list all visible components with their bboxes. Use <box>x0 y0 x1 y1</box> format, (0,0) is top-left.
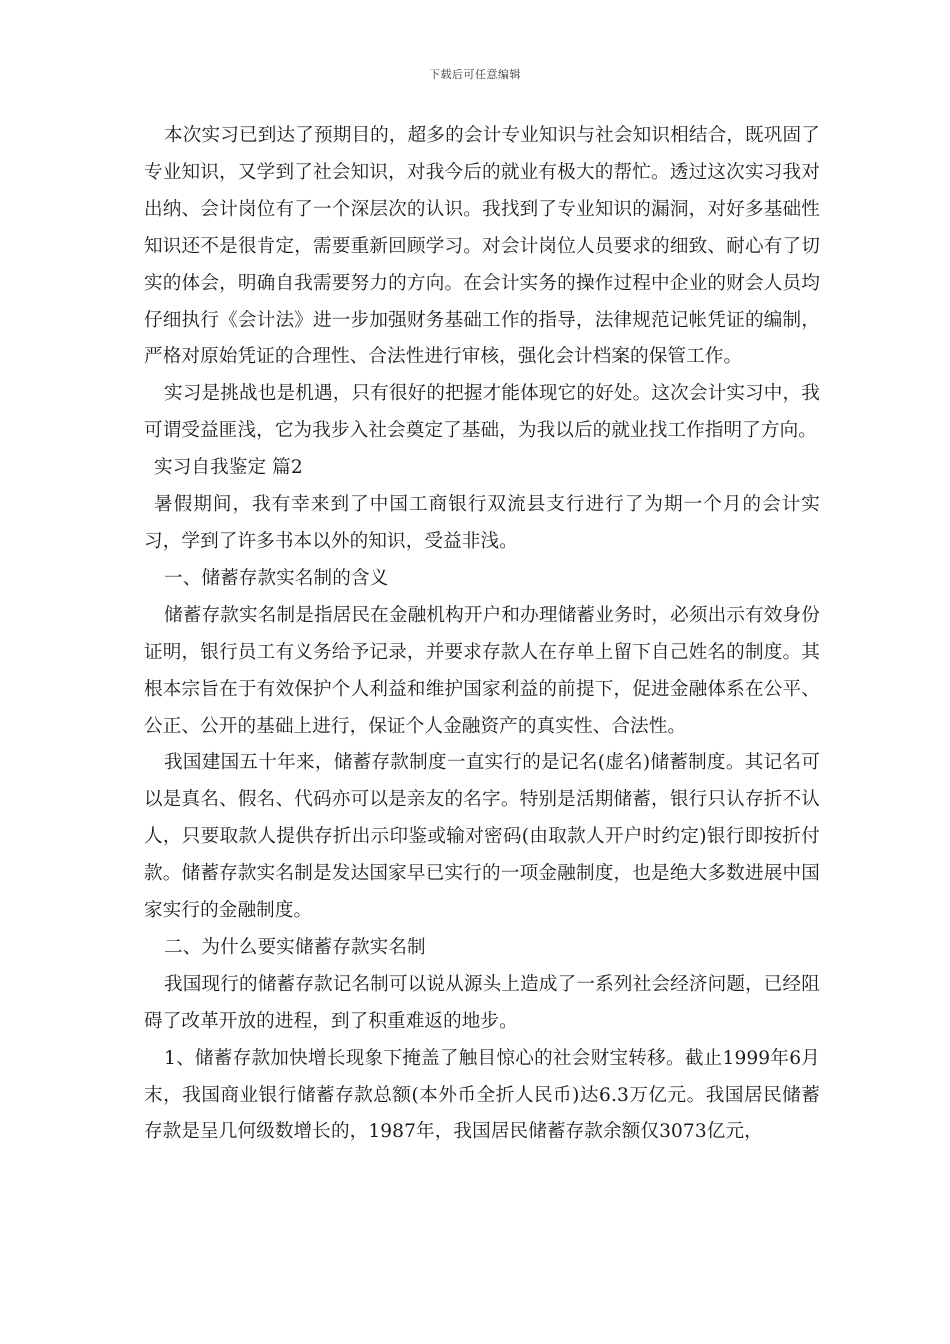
paragraph-real-name-definition: 储蓄存款实名制是指居民在金融机构开户和办理储蓄业务时，必须出示有效身份证明，银行员工有义务给予记录，并要求存款人在存单上留下自己姓名的制度。其根本宗旨在于有效保护个人利益和维护国家利益的前提下，促进金融体系在公平、公正、公开的基础上进行，保证个人金融资产的真实性、合法性。 <box>144 604 820 737</box>
paragraph-history: 我国建国五十年来，储蓄存款制度一直实行的是记名(虚名)储蓄制度。其记名可以是真名、假名、代码亦可以是亲友的名字。特别是活期储蓄，银行只认存折不认人，只要取款人提供存折出示印鉴或输对密码(由取款人开户时约定)银行即按折付款。储蓄存款实名制是发达国家早已实行的一项金融制度，也是绝大多数进展中国家实行的金融制度。 <box>144 752 820 922</box>
section-title-part-2: 实习自我鉴定 篇2 <box>154 457 303 479</box>
document-body <box>144 118 820 1151</box>
paragraph-internship-summary: 本次实习已到达了预期目的，超多的会计专业知识与社会知识相结合，既巩固了专业知识，又学到了社会知识，对我今后的就业有极大的帮忙。透过这次实习我对出纳、会计岗位有了一个深层次的认识。我找到了专业知识的漏洞，对好多基础性知识还不是很肯定，需要重新回顾学习。对会计岗位人员要求的细致、耐心有了切实的体会，明确自我需要努力的方向。在会计实务的操作过程中企业的财会人员均仔细执行《会计法》进一步加强财务基础工作的指导，法律规范记帐凭证的编制，严格对原始凭证的合理性、合法性进行审核，强化会计档案的保管工作。 <box>144 125 820 368</box>
page-header: 下载后可任意编辑 <box>429 68 521 81</box>
paragraph-point-1: 1、储蓄存款加快增长现象下掩盖了触目惊心的社会财宝转移。截止1999年6月末，我国商业银行储蓄存款总额(本外币全折人民币)达6.3万亿元。我国居民储蓄存款是呈几何级数增长的，1987年，我国居民储蓄存款余额仅3073亿元， <box>144 1047 820 1143</box>
paragraph-challenge-opportunity: 实习是挑战也是机遇，只有很好的把握才能体现它的好处。这次会计实习中，我可谓受益匪浅，它为我步入社会奠定了基础，为我以后的就业找工作指明了方向。 <box>144 383 820 442</box>
heading-real-name-meaning: 一、储蓄存款实名制的含义 <box>164 567 389 589</box>
paragraph-current-problems: 我国现行的储蓄存款记名制可以说从源头上造成了一系列社会经济问题，已经阻碍了改革开放的进程，到了积重难返的地步。 <box>144 973 820 1032</box>
heading-why-real-name: 二、为什么要实储蓄存款实名制 <box>164 936 426 958</box>
paragraph-summer-intro: 暑假期间，我有幸来到了中国工商银行双流县支行进行了为期一个月的会计实习，学到了许多书本以外的知识，受益非浅。 <box>144 494 820 552</box>
